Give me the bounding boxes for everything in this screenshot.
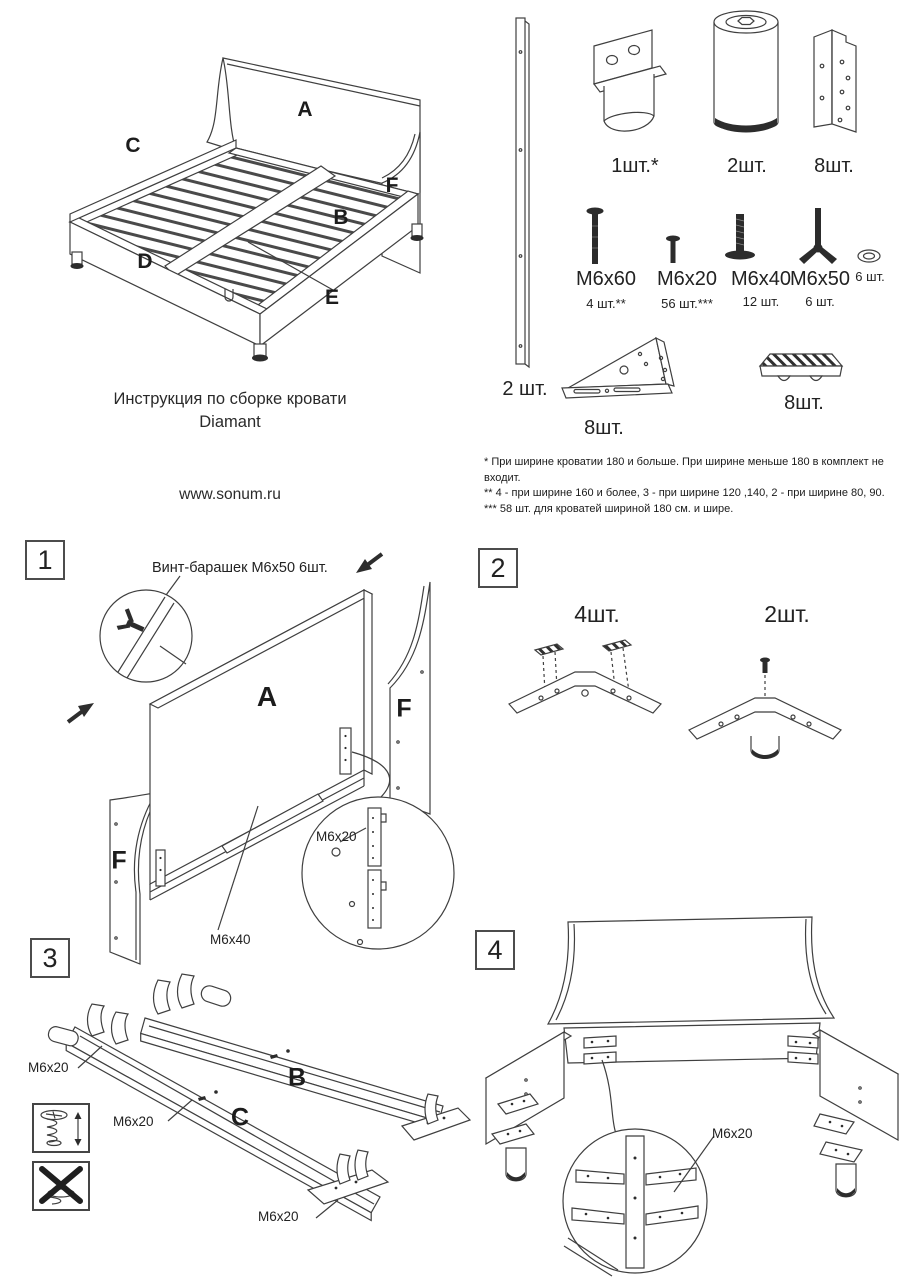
step3-m6x20-mid-label: M6x20 (113, 1114, 154, 1129)
step2-pads-diagram (505, 640, 665, 722)
website-url: www.sonum.ru (179, 486, 281, 503)
bed-label-e: E (324, 286, 340, 309)
part-cup-bracket-qty: 1шт.* (611, 155, 659, 177)
step4-diagram (468, 908, 900, 1280)
step3-m6x20-left-label: M6x20 (28, 1060, 69, 1075)
step1-label-f-right: F (396, 694, 412, 723)
washer-icon (854, 246, 884, 266)
bed-label-d: D (137, 250, 153, 273)
crossed-screw-icon (34, 1163, 88, 1209)
step3-label-b: B (287, 1063, 307, 1092)
footnotes (484, 455, 898, 517)
bolt-m6x40-name: М6х40 (730, 268, 792, 290)
step4-m6x20-label: M6x20 (712, 1126, 753, 1141)
part-corner-bracket-qty: 8шт. (814, 155, 854, 177)
bed-label-b: B (333, 206, 349, 229)
bolt-m6x60-qty: 4 шт.** (586, 296, 626, 311)
bed-label-c: C (125, 134, 141, 157)
bolt-m6x20-icon (664, 234, 682, 268)
step1-diagram (22, 552, 460, 970)
page-title (55, 388, 405, 434)
title-line2: Diamant (199, 413, 261, 431)
part-glide-plate-qty: 8шт. (784, 392, 824, 414)
warning-gap-screw (32, 1103, 90, 1153)
footnote-3: *** 58 шт. для кроватей шириной 180 см. и шире. (484, 502, 734, 515)
title-line1: Инструкция по сборке кровати (113, 390, 347, 408)
step1-m6x40-label: M6x40 (210, 932, 251, 947)
part-strip-drawing (505, 16, 539, 376)
bed-label-a: A (297, 98, 313, 121)
footnote-1: * При ширине кроватии 180 и больше. При ширине меньше 180 в комплект не входит. (484, 456, 884, 484)
gap-screw-icon (34, 1105, 88, 1151)
part-triangle-bracket-qty: 8шт. (584, 417, 624, 439)
bed-label-f: F (385, 174, 399, 197)
part-cylinder-leg-drawing (710, 6, 782, 146)
step3-m6x20-bottom-label: M6x20 (258, 1209, 299, 1224)
step2-number: 2 (478, 548, 518, 588)
bolt-m6x20-qty: 56 шт.*** (661, 296, 713, 311)
step1-label-f-left: F (111, 846, 127, 875)
bolt-m6x50-name: М6х50 (789, 268, 851, 290)
step2-pads-qty: 4шт. (574, 601, 620, 627)
bolt-m6x60-name: М6х60 (575, 268, 637, 290)
part-strip-qty: 2 шт. (502, 378, 548, 400)
washer-qty: 6 шт. (855, 269, 885, 284)
bolt-m6x20-name: М6х20 (656, 268, 718, 290)
warning-no-tighten (32, 1161, 90, 1211)
step4-number: 4 (475, 930, 515, 970)
part-triangle-bracket-drawing (552, 326, 692, 418)
step2-leg-diagram (685, 652, 845, 762)
step3-label-c: C (230, 1103, 250, 1132)
part-cup-bracket-drawing (580, 24, 675, 146)
step2-leg-qty: 2шт. (764, 601, 810, 627)
footnote-2: ** 4 - при ширине 160 и более, 3 - при ширине 120 ,140, 2 - при ширине 80, 90. (484, 487, 885, 499)
step1-wing-screw-label: Винт-барашек М6х50 6шт. (152, 560, 328, 576)
step1-m6x20-label: M6x20 (316, 829, 357, 844)
step3-number: 3 (30, 938, 70, 978)
step1-number: 1 (25, 540, 65, 580)
bolt-m6x50-wing-icon (795, 206, 841, 266)
step1-label-a: A (256, 681, 278, 712)
bed-diagram (18, 42, 458, 354)
bolt-m6x50-qty: 6 шт. (805, 294, 835, 309)
bolt-m6x40-icon (724, 212, 756, 262)
part-glide-plate-drawing (754, 350, 846, 394)
bolt-m6x40-qty: 12 шт. (742, 294, 780, 309)
bolt-m6x60-icon (584, 206, 606, 268)
part-corner-bracket-drawing (802, 24, 864, 146)
part-cylinder-leg-qty: 2шт. (727, 155, 767, 177)
